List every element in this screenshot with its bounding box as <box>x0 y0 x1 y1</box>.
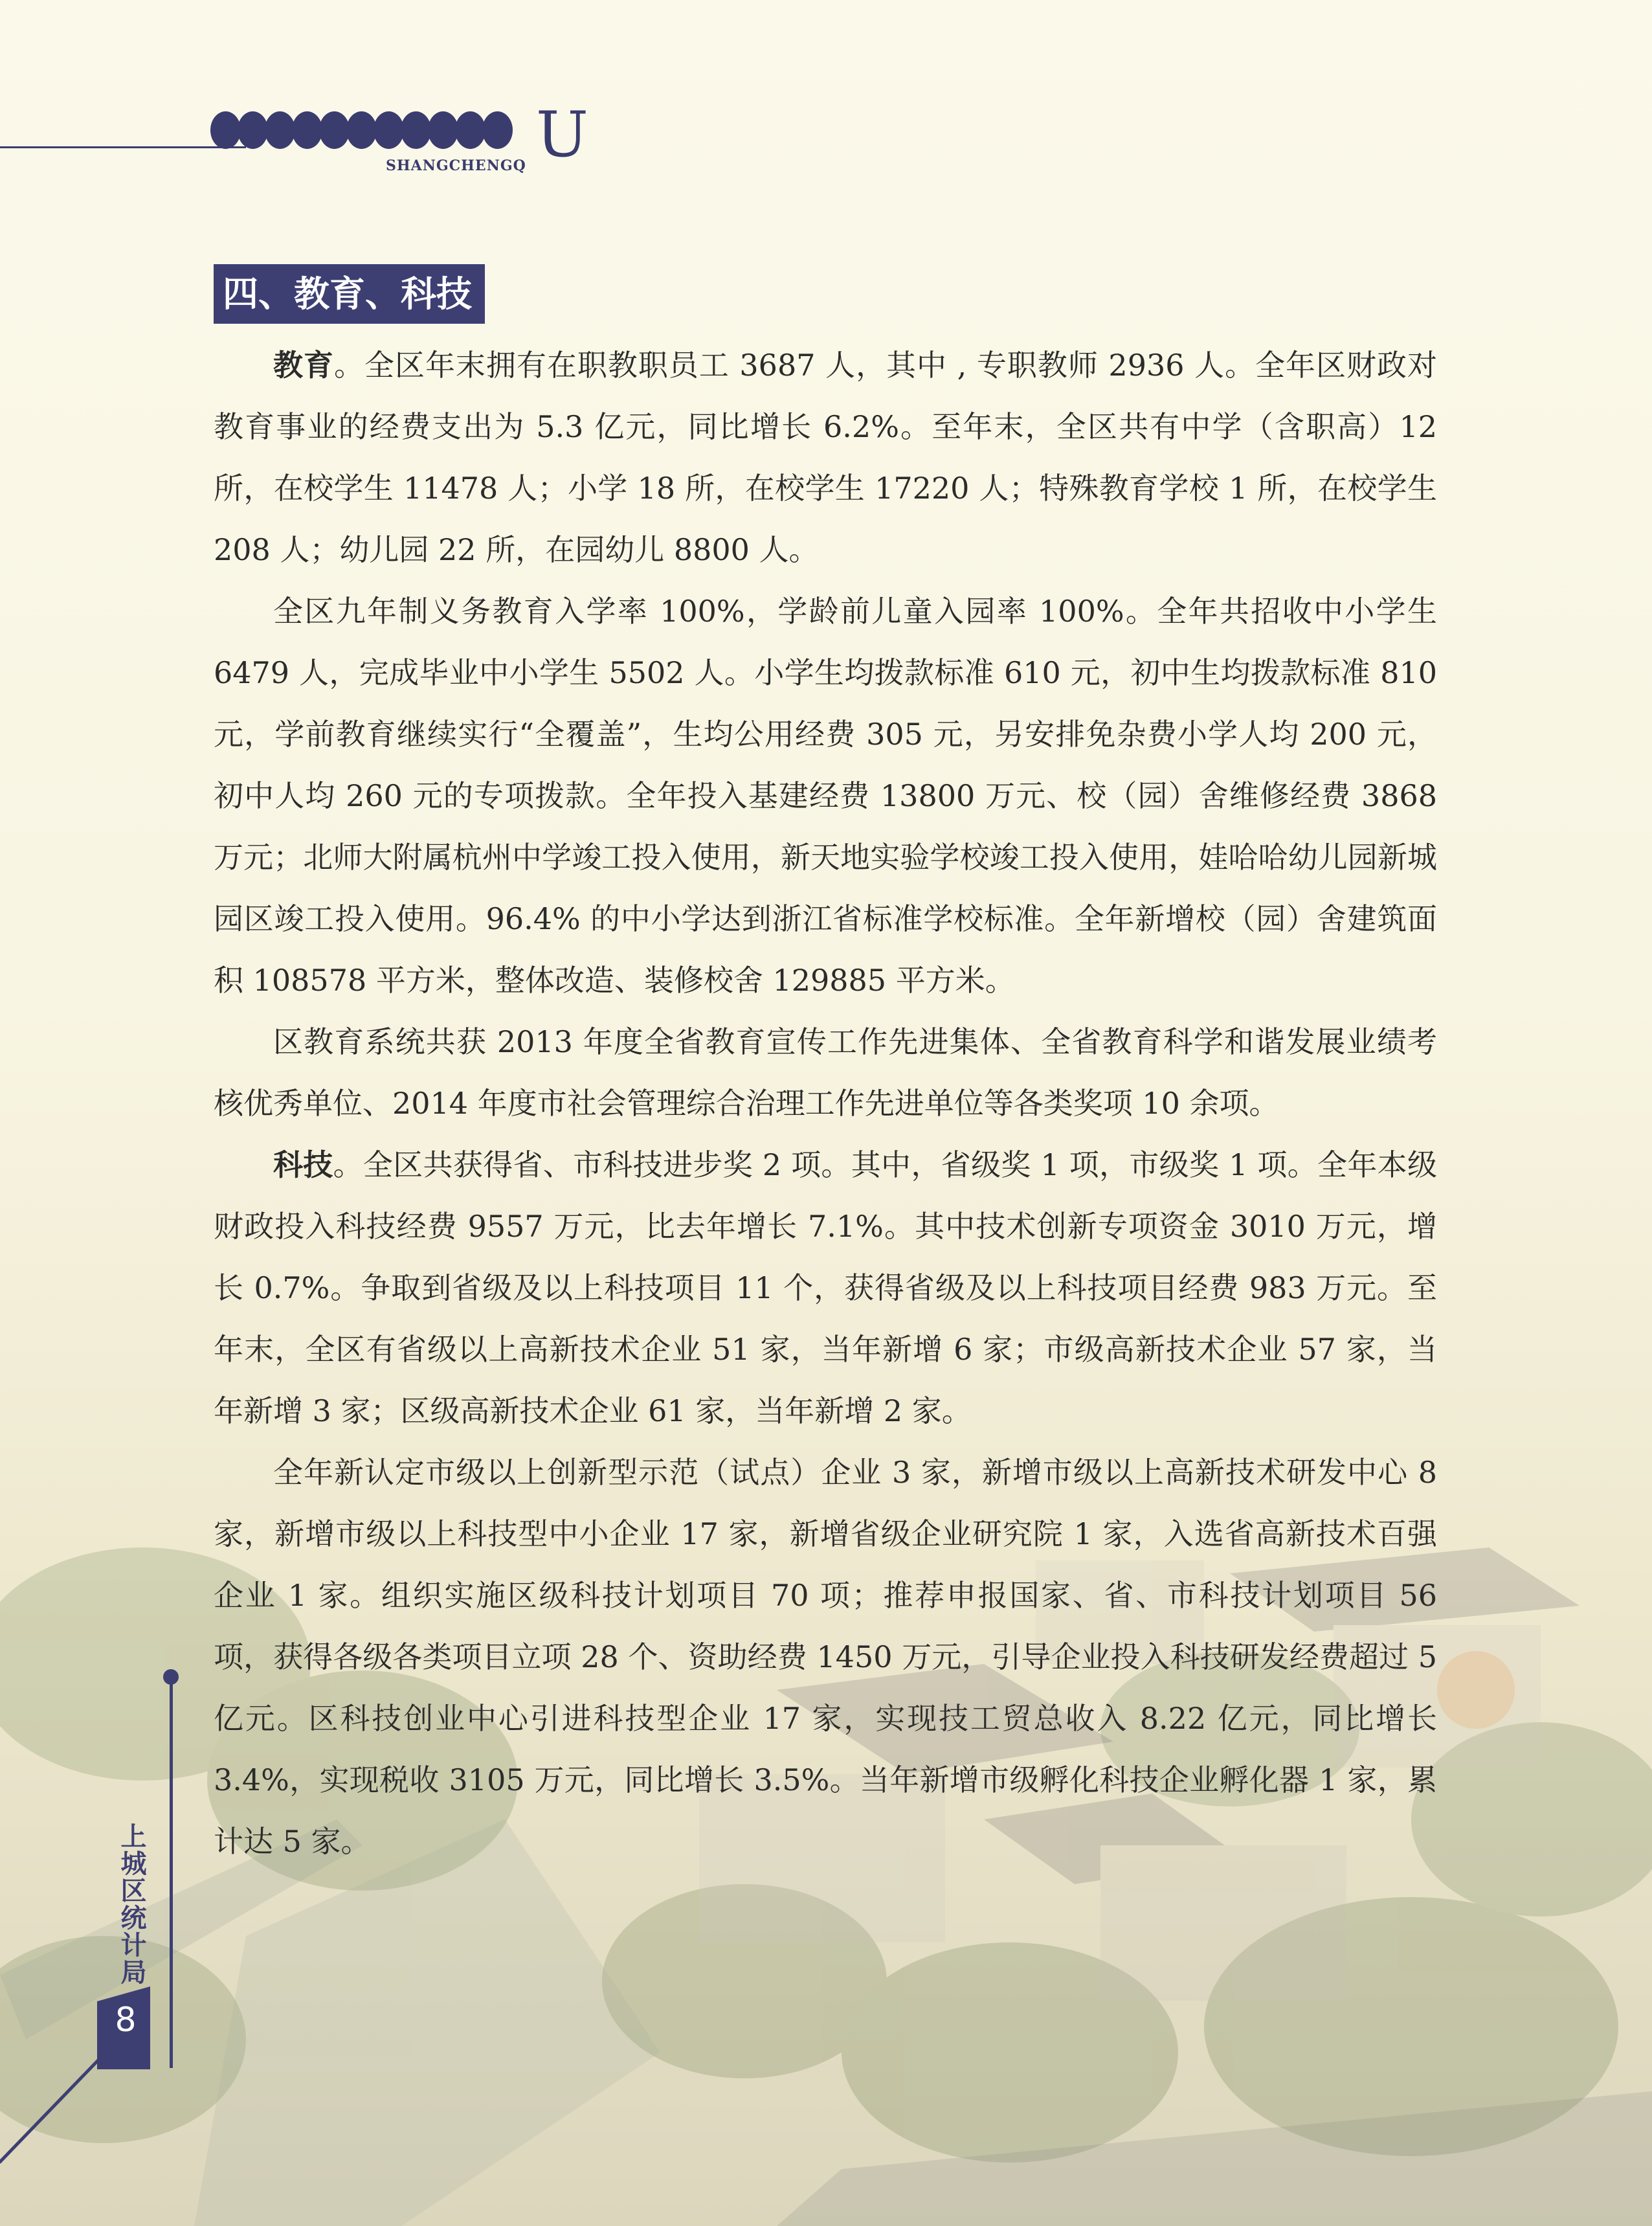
header-dot <box>428 111 458 149</box>
paragraph-innovation <box>214 1442 1437 1872</box>
section-heading: 四、教育、科技 <box>214 264 485 324</box>
header-dot <box>482 111 513 149</box>
paragraph-education <box>214 335 1437 581</box>
paragraph-awards <box>214 1011 1437 1134</box>
header-dot <box>401 111 431 149</box>
header-dot <box>292 111 322 149</box>
header-dot-row <box>210 111 509 149</box>
side-rail <box>170 1680 173 2068</box>
header-dot <box>238 111 268 149</box>
header-dot <box>210 111 241 149</box>
header-logo-letter: U <box>536 98 588 171</box>
header-dot <box>319 111 350 149</box>
paragraph-text: 全区九年制义务教育入学率 100%，学龄前儿童入园率 100%。全年共招收中小学生 6479 人，完成毕业中小学生 5502 人。小学生均拨款标准 610 元，初中生均拨款标准 810 元，学前教育继续实行“全覆盖”，生均公用经费 305 元，另安排免杂费小学人均 200 元，初中人均 260 元的专项拨款。全年投入基建经费 13800 万元、校（园）舍维修经费 3868 万元；北师大附属杭州中学竣工投入使用，新天地实验学校竣工投入使用，娃哈哈幼儿园新城园区竣工投入使用。96.4% 的中小学达到浙江省标准学校标准。全年新增校（园）舍建筑面积 108578 平方米，整体改造、装修校舍 129885 平方米。 <box>214 594 1437 998</box>
header-dot <box>346 111 377 149</box>
paragraph-lead: 科技 <box>273 1147 333 1182</box>
paragraph-text: 。全区共获得省、市科技进步奖 2 项。其中，省级奖 1 项，市级奖 1 项。全年本级财政投入科技经费 9557 万元，比去年增长 7.1%。其中技术创新专项资金 3010 万元，增长 0.7%。争取到省级及以上科技项目 11 个，获得省级及以上科技项目经费 983 万元。至年末，全区有省级以上高新技术企业 51 家，当年新增 6 家；市级高新技术企业 57 家，当年新增 3 家；区级高新技术企业 61 家，当年新增 2 家。 <box>214 1147 1437 1428</box>
paragraph-text: 。全区年末拥有在职教职员工 3687 人，其中 , 专职教师 2936 人。全年区财政对教育事业的经费支出为 5.3 亿元，同比增长 6.2%。至年末，全区共有中学（含职高）12 所，在校学生 11478 人；小学 18 所，在校学生 17220 人；特殊教育学校 1 所，在校学生 208 人；幼儿园 22 所，在园幼儿 8800 人。 <box>214 348 1437 567</box>
publisher-label: 上城区统计局 <box>117 1823 146 1986</box>
paragraph-lead: 教育 <box>273 348 334 383</box>
header-rule <box>0 146 246 148</box>
paragraph-text: 区教育系统共获 2013 年度全省教育宣传工作先进集体、全省教育科学和谐发展业绩考核优秀单位、2014 年度市社会管理综合治理工作先进单位等各类奖项 10 余项。 <box>214 1024 1437 1121</box>
page-number: 8 <box>115 2001 137 2040</box>
header-dot <box>374 111 404 149</box>
header-subtitle: SHANGCHENGQ <box>386 157 526 174</box>
body-text <box>214 335 1437 1872</box>
header-dot <box>455 111 486 149</box>
header-dot <box>265 111 295 149</box>
paragraph-technology <box>214 1134 1437 1442</box>
paragraph-enrollment <box>214 581 1437 1011</box>
paragraph-text: 全年新认定市级以上创新型示范（试点）企业 3 家，新增市级以上高新技术研发中心 8 家，新增市级以上科技型中小企业 17 家，新增省级企业研究院 1 家，入选省高新技术百强企业 1 家。组织实施区级科技计划项目 70 项；推荐申报国家、省、市科技计划项目 56 项，获得各级各类项目立项 28 个、资助经费 1450 万元，引导企业投入科技研发经费超过 5 亿元。区科技创业中心引进科技型企业 17 家，实现技工贸总收入 8.22 亿元，同比增长 3.4%，实现税收 3105 万元，同比增长 3.5%。当年新增市级孵化科技企业孵化器 1 家，累计达 5 家。 <box>214 1455 1438 1859</box>
